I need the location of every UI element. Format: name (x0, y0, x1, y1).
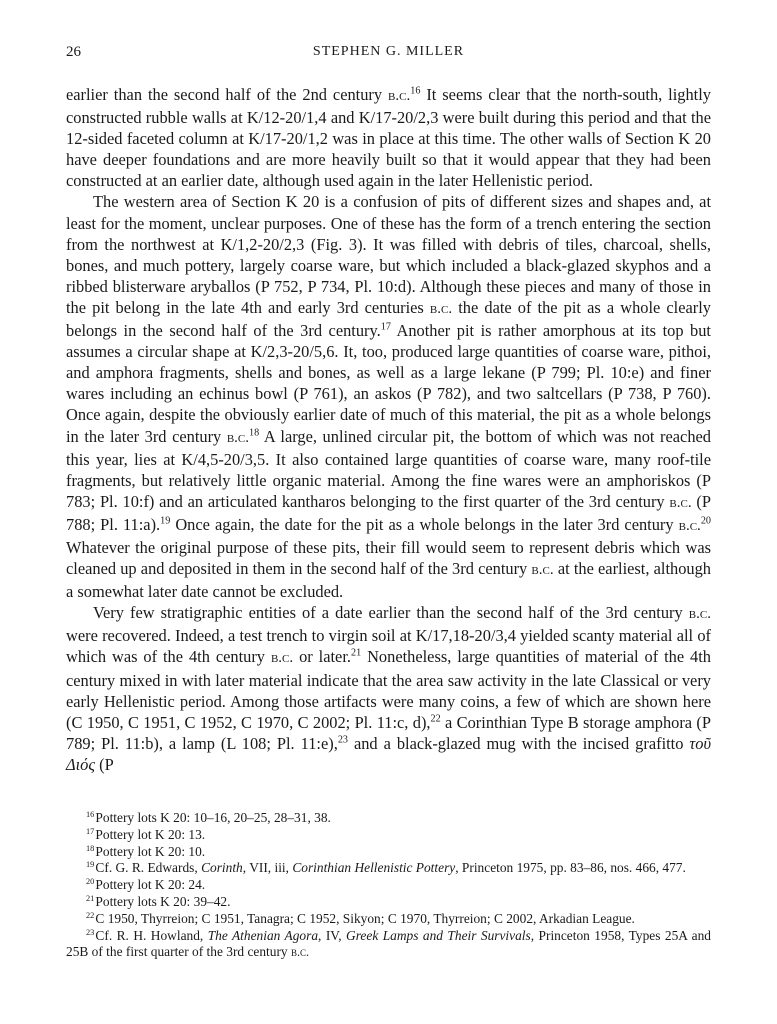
footnote-number: 19 (86, 860, 95, 870)
footnote-text: , IV, (318, 927, 347, 943)
text-run: earlier than the second half of the 2nd century (66, 85, 389, 104)
body-text (66, 84, 711, 775)
text-run: Once again, the date for the pit as a whole belongs in the later 3rd century (170, 514, 679, 534)
footnote-text: Pottery lot K 20: 10. (95, 843, 206, 859)
era-abbrev: b.c. (270, 650, 294, 667)
text-run: at the earliest, although a somewhat later date cannot be excluded. (66, 559, 711, 602)
book-title: The Athenian Agora (207, 927, 319, 943)
paragraph (66, 602, 711, 775)
footnote (66, 827, 711, 844)
footnote (66, 877, 711, 894)
footnote-ref: 22 (430, 713, 441, 725)
text-run: (P (95, 754, 114, 774)
footnote-text: C 1950, Thyrreion; C 1951, Tanagra; C 1952, Sikyon; C 1970, Thyrreion; C 2002, Arkadian League. (95, 910, 635, 926)
book-title: Corinth (201, 860, 243, 876)
footnote-ref: 21 (351, 648, 362, 660)
text-run: or later. (293, 647, 351, 667)
text-run: and a black-glazed mug with the incised grafitto (347, 733, 690, 753)
footnote-ref: 19 (160, 515, 171, 527)
text-run: Nonetheless, large quantities of material of the 4th century mixed in with later material indicate that the area saw activity in the late Classical or very early Hellenistic period. Among those artifacts were many coins, a few of which are shown here (C 1950, C 1951, C 1952, C 1970, C 2002; Pl. 11:c, d), (66, 647, 712, 732)
text-run: were recovered. Indeed, a test trench to virgin soil at K/17,18-20/3,4 yielded scanty material all of which was of the 4th century (66, 626, 711, 667)
text-run: A large, unlined circular pit, the bottom of which was not reached this year, lies at K/4,5-20/3,5. It also contained large quantities of coarse ware, many roof-tile fragments, but relatively little organic material. Among the fine wares were an amphoriskos (P 783; Pl. 10:f) and an articulated kantharos belonging to the first quarter of the 3rd century (66, 426, 711, 511)
text-run: The western area of Section K 20 is a confusion of pits of different sizes and shapes and, at least for the moment, unclear purposes. One of these has the form of a trench entering the section from the northwest at K/1,2-20/2,3 (Fig. 3). It was filled with debris of tiles, charcoal, shells, bones, and much pottery, largely coarse ware, but which included a black-glazed skyphos and a ribbed blisterware aryballos (P 752, P 734, Pl. 10:d). Although these pieces and many of those in the pit belong in the late 4th and early 3rd centuries (66, 192, 711, 317)
footnote-ref: 16 (410, 85, 421, 97)
footnote-number: 23 (86, 927, 95, 937)
footnote-text: Pottery lot K 20: 24. (95, 877, 206, 893)
footnote (66, 894, 711, 911)
footnote (66, 810, 711, 827)
footnote (66, 860, 711, 877)
era-abbrev: b.c. (678, 517, 701, 534)
footnotes (66, 810, 711, 961)
footnote-text: Pottery lot K 20: 13. (95, 826, 206, 842)
era-abbrev: b.c. (669, 494, 692, 511)
era-abbrev: b.c. (688, 606, 711, 623)
text-run: (P 788; Pl. 11:a). (66, 491, 711, 534)
running-title: STEPHEN G. MILLER (312, 44, 465, 59)
footnote-text: Cf. G. R. Edwards, (95, 860, 202, 876)
footnote-text: , Princeton 1975, pp. 83–86, nos. 466, 477. (455, 860, 686, 876)
footnote-text: , VII, iii, (242, 860, 293, 876)
footnote-number: 17 (86, 826, 95, 836)
text-run: Very few stratigraphic entities of a date earlier than the second half of the 3rd century (93, 603, 689, 623)
footnote-text: Cf. R. H. Howland, (95, 927, 208, 943)
footnote-text: Pottery lots K 20: 10–16, 20–25, 28–31, 38. (95, 810, 331, 825)
footnote-ref: 17 (380, 321, 391, 333)
text-run: a Corinthian Type B storage amphora (P 789; Pl. 11:b), a lamp (L 108; Pl. 11:e), (66, 712, 712, 753)
footnote-number: 21 (86, 893, 95, 903)
era-abbrev: b.c. (388, 88, 411, 104)
paragraph (66, 84, 711, 191)
footnote-number: 18 (86, 843, 95, 853)
footnote-number: 22 (86, 910, 95, 920)
footnote-text: Pottery lots K 20: 39–42. (95, 893, 231, 909)
footnote (66, 911, 711, 928)
greek-inscription: τοῦ Διός (66, 733, 712, 774)
book-title: Greek Lamps and Their Survivals (346, 927, 531, 943)
era-abbrev: b.c. (429, 300, 453, 317)
page-number: 26 (66, 44, 81, 60)
book-title: Corinthian Hellenistic Pottery (292, 860, 456, 876)
text-run: Another pit is rather amorphous at its top but assumes a circular shape at K/2,3-20/5,6. It, too, produced large quantities of coarse ware, pithoi, and amphora fragments, shells and bones, as well as a large lekane (P 799; Pl. 10:e) and finer wares including an echinus bowl (P 761), an askos (P 782), and two saltcellars (P 738, P 760). Once again, despite the obviously earlier date of much of this material, the pit as a whole belongs in the later 3rd century (66, 321, 711, 446)
footnote-ref: 18 (249, 427, 260, 439)
footnote (66, 928, 711, 962)
footnote-number: 16 (86, 809, 95, 819)
era-abbrev: b.c. (290, 945, 310, 960)
paragraph (66, 191, 711, 602)
footnote-ref: 20 (700, 515, 711, 527)
page-header (66, 44, 711, 68)
text-run: It seems clear that the north-south, lightly constructed rubble walls at K/12-20/1,4 and K/17-20/2,3 were built during this period and that the 12-sided faceted column at K/17-20/1,2 was in place at this time. The other walls of Section K 20 have deeper foundations and are more heavily built so that it would appear that they had been constructed at an earlier date, although used again in the later Hellenistic period. (66, 85, 711, 191)
footnote (66, 844, 711, 861)
era-abbrev: b.c. (531, 562, 554, 579)
footnote-number: 20 (86, 877, 95, 887)
text-run: the date of the pit as a whole clearly belongs in the second half of the 3rd century. (66, 297, 711, 341)
footnote-ref: 23 (337, 734, 348, 746)
era-abbrev: b.c. (226, 429, 250, 446)
text-run: Whatever the original purpose of these pits, their fill would seem to represent debris which was cleaned up and deposited in them in the second half of the 3rd century (66, 537, 711, 579)
footnote-text: , Princeton 1958, Types 25A and 25B of the first quarter of the 3rd century (66, 927, 711, 960)
